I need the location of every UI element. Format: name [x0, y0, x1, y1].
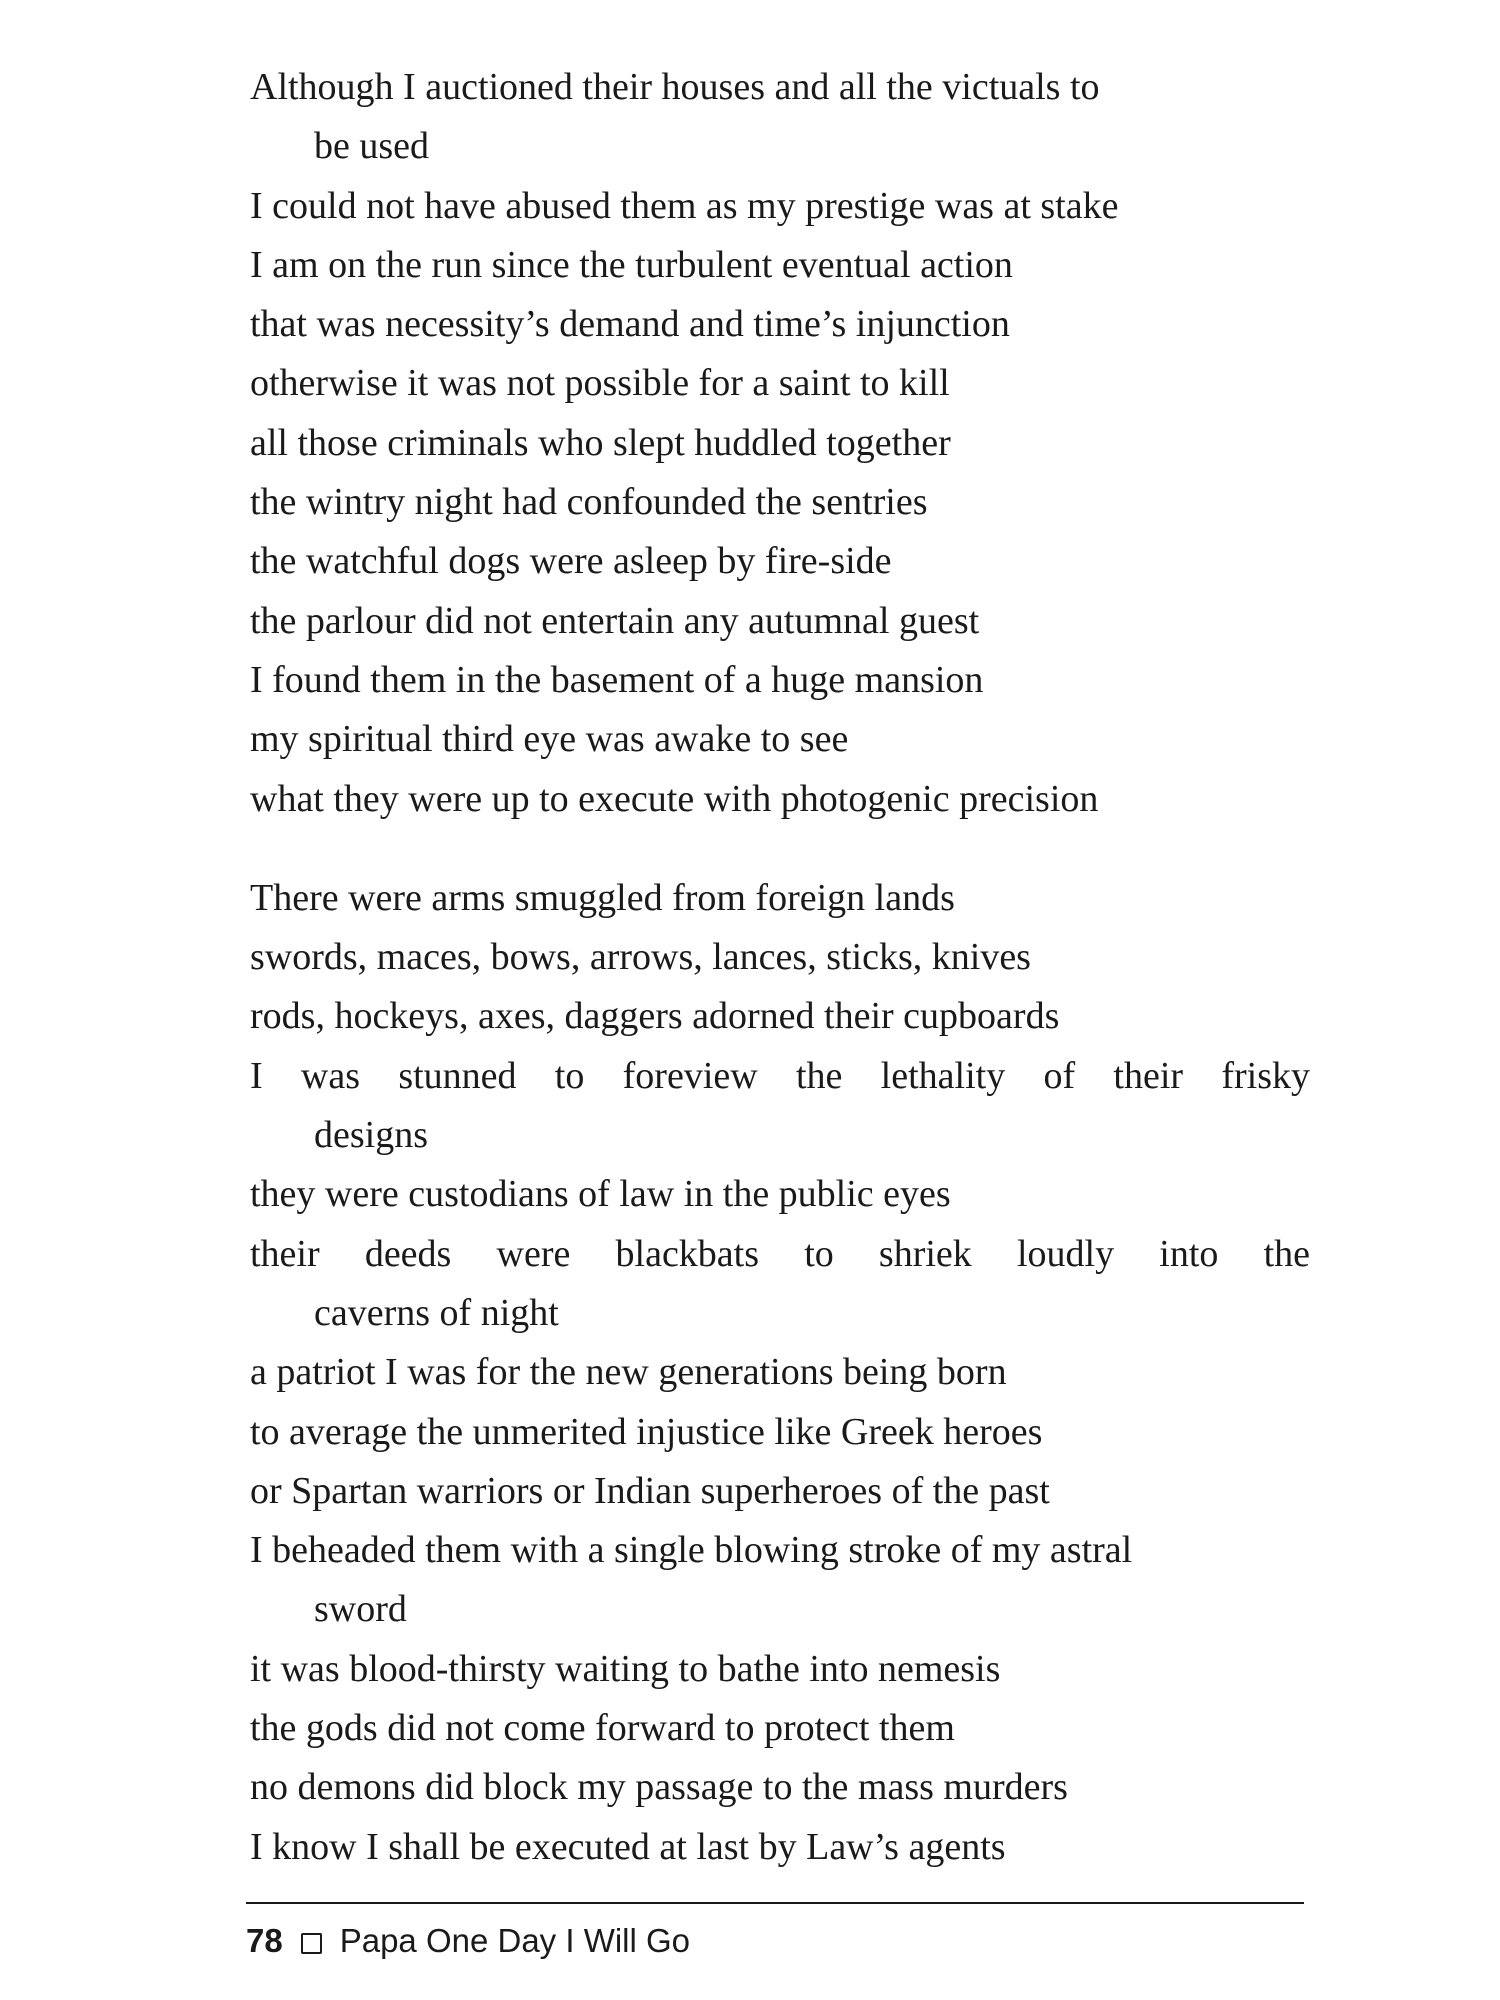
- square-bullet-icon: [301, 1933, 322, 1954]
- poem-line: the parlour did not entertain any autumnal guest: [250, 599, 980, 642]
- book-title: Papa One Day I Will Go: [339, 1922, 691, 1959]
- poem-line: my spiritual third eye was awake to see: [250, 718, 849, 761]
- poem-line: that was necessity’s demand and time’s injunction: [250, 303, 1010, 346]
- poem-line: the watchful dogs were asleep by fire-side: [250, 540, 892, 583]
- poem-line: I was stunned to foreview the lethality of their frisky: [250, 1054, 1310, 1097]
- stanza: [250, 58, 1310, 829]
- poem-line: I am on the run since the turbulent eventual action: [250, 243, 1013, 286]
- poem-line: I found them in the basement of a huge mansion: [250, 658, 984, 701]
- poem-line: it was blood-thirsty waiting to bathe into nemesis: [250, 1647, 1001, 1690]
- poem-line-continuation: be used: [314, 125, 430, 168]
- poem-line: a patriot I was for the new generations being born: [250, 1351, 1007, 1394]
- poem-line: I could not have abused them as my prestige was at stake: [250, 184, 1119, 227]
- poem-line: the gods did not come forward to protect them: [250, 1707, 955, 1750]
- poem-line: they were custodians of law in the public eyes: [250, 1173, 951, 1216]
- poem-line: no demons did block my passage to the mass murders: [250, 1766, 1068, 1809]
- poem-line: all those criminals who slept huddled together: [250, 421, 951, 464]
- poem-line: Although I auctioned their houses and all the victuals to: [250, 66, 1100, 108]
- poem-line: I beheaded them with a single blowing stroke of my astral: [250, 1529, 1133, 1572]
- footer-divider: [246, 1902, 1304, 1904]
- poem-line: their deeds were blackbats to shriek loudly into the: [250, 1232, 1310, 1275]
- poem-line: what they were up to execute with photogenic precision: [250, 777, 1099, 820]
- poem-line-continuation: designs: [314, 1114, 428, 1157]
- poem-line: the wintry night had confounded the sentries: [250, 481, 928, 524]
- page-number: 78: [246, 1922, 283, 1959]
- page-footer: [246, 1921, 690, 1961]
- poem-line: otherwise it was not possible for a saint to kill: [250, 362, 950, 405]
- poem-line: or Spartan warriors or Indian superheroes of the past: [250, 1469, 1050, 1512]
- poem-body: [250, 58, 1310, 1877]
- poem-line-continuation: sword: [314, 1588, 407, 1631]
- poem-line: I know I shall be executed at last by Law’s agents: [250, 1825, 1006, 1868]
- poem-line: rods, hockeys, axes, daggers adorned their cupboards: [250, 995, 1060, 1038]
- poem-line: There were arms smuggled from foreign lands: [250, 876, 955, 919]
- poem-line: swords, maces, bows, arrows, lances, sticks, knives: [250, 936, 1031, 979]
- poem-line: to average the unmerited injustice like Greek heroes: [250, 1410, 1043, 1453]
- poem-line-continuation: caverns of night: [314, 1291, 559, 1334]
- stanza: [250, 869, 1310, 1877]
